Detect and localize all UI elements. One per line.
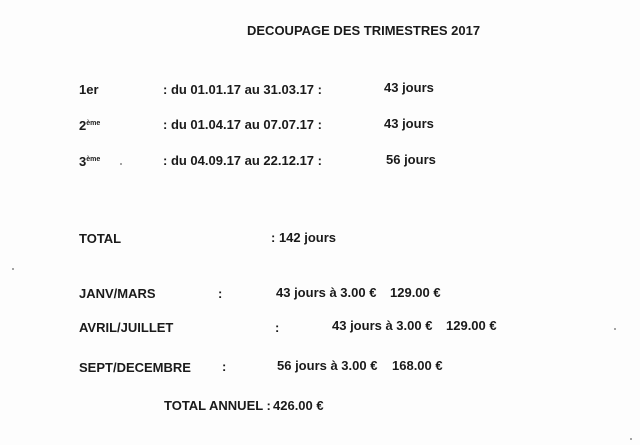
total-label: TOTAL — [79, 231, 122, 246]
trimester-2-number: 2 — [79, 118, 87, 133]
scan-speck — [630, 438, 632, 440]
trimester-1-label — [79, 82, 99, 98]
trimester-2-suffix: ème — [86, 120, 101, 127]
trimester-1-days: 43 jours — [384, 80, 434, 95]
trimester-1-number: 1 — [79, 82, 87, 97]
scan-speck — [614, 328, 616, 330]
trimester-3-suffix: ème — [86, 156, 101, 163]
total-value: : 142 jours — [271, 230, 337, 245]
billing-row-3-colon: : — [222, 359, 227, 374]
billing-row-1-calc: 43 jours à 3.00 € — [276, 285, 377, 300]
trimester-3-period: : du 04.09.17 au 22.12.17 : — [163, 153, 322, 168]
billing-row-3-calc: 56 jours à 3.00 € — [277, 358, 378, 373]
billing-row-1-label: JANV/MARS — [79, 286, 156, 301]
trimester-2-label — [79, 118, 100, 134]
billing-row-2-amount: 129.00 € — [446, 318, 497, 333]
billing-row-1-colon: : — [218, 286, 223, 301]
trimester-1-period: : du 01.01.17 au 31.03.17 : — [163, 82, 322, 97]
billing-row-3-label: SEPT/DECEMBRE — [79, 360, 191, 375]
trimester-3-number: 3 — [79, 154, 87, 169]
scan-speck — [120, 163, 122, 165]
trimester-2-period: : du 01.04.17 au 07.07.17 : — [163, 117, 322, 132]
annual-total-label: TOTAL ANNUEL : — [164, 398, 271, 413]
billing-row-2-colon: : — [275, 320, 280, 335]
trimester-3-label — [79, 154, 100, 170]
billing-row-3-amount: 168.00 € — [392, 358, 443, 373]
trimester-1-suffix: er — [86, 82, 99, 97]
billing-row-2-calc: 43 jours à 3.00 € — [332, 318, 433, 333]
trimester-2-days: 43 jours — [384, 116, 434, 131]
scan-speck — [12, 268, 14, 270]
billing-row-2-label: AVRIL/JUILLET — [79, 320, 174, 335]
billing-row-1-amount: 129.00 € — [390, 285, 441, 300]
annual-total-value: 426.00 € — [273, 398, 324, 413]
document-title: DECOUPAGE DES TRIMESTRES 2017 — [247, 23, 481, 38]
trimester-3-days: 56 jours — [386, 152, 436, 167]
